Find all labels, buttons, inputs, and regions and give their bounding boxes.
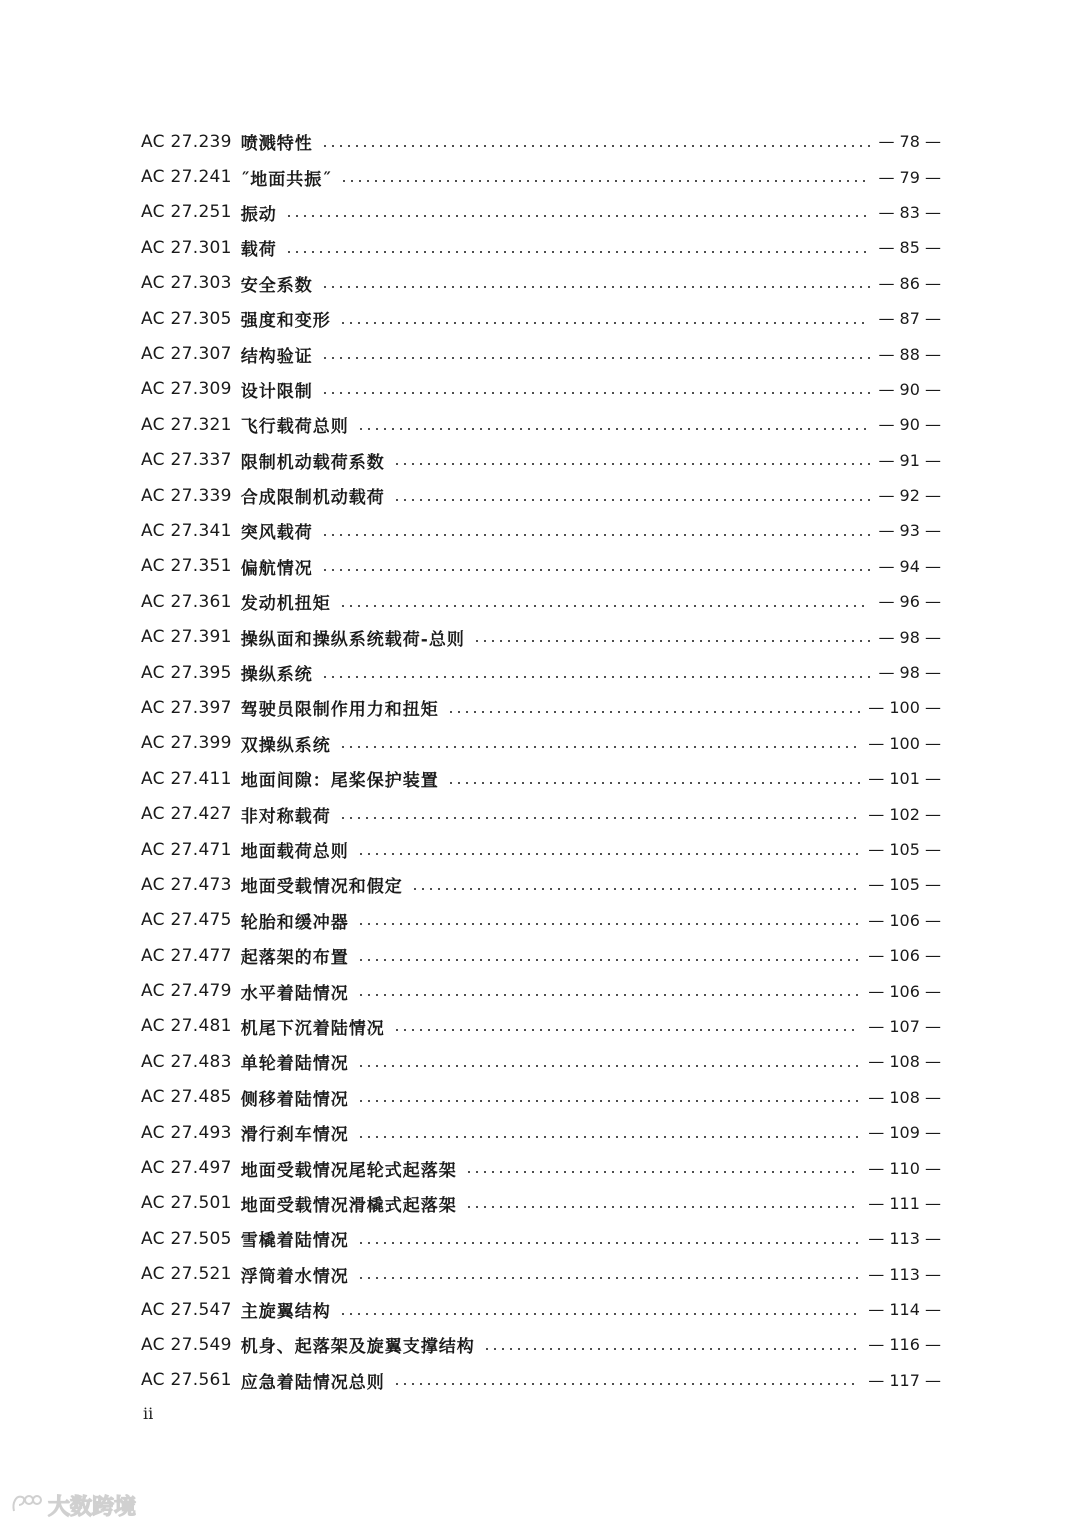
watermark-text: 大数跨境 [48, 1495, 137, 1520]
toc-entry-page: — 117 — [868, 1370, 941, 1390]
toc-entry-code: AC 27.321 [141, 414, 232, 435]
toc-entry-code: AC 27.399 [141, 733, 232, 754]
toc-entry-title: 限制机动载荷系数 [240, 452, 385, 473]
toc-entry[interactable] [141, 513, 941, 548]
toc-entry[interactable] [141, 478, 941, 513]
dot-leader [340, 180, 871, 182]
toc-entry-title: 强度和变形 [240, 311, 331, 332]
toc-entry[interactable] [141, 973, 941, 1008]
toc-entry-title: 载荷 [240, 240, 277, 261]
toc-entry-code: AC 27.303 [141, 273, 232, 294]
toc-entry-title: 安全系数 [240, 275, 313, 296]
toc-entry-code: AC 27.239 [141, 131, 232, 152]
dot-leader [321, 286, 871, 288]
toc-entry-code: AC 27.493 [141, 1122, 232, 1143]
toc-entry-title: 设计限制 [240, 381, 313, 402]
toc-entry-page: — 106 — [868, 910, 941, 930]
toc-entry-page: — 88 — [878, 344, 941, 364]
toc-entry[interactable] [141, 726, 941, 761]
toc-entry[interactable] [141, 1257, 941, 1292]
toc-entry[interactable] [141, 1080, 941, 1115]
dot-leader [357, 1242, 860, 1244]
dot-leader [357, 994, 860, 996]
toc-entry-code: AC 27.471 [141, 839, 232, 860]
brand-logo-icon [10, 1491, 44, 1521]
dot-leader [321, 534, 871, 536]
toc-entry-title: 结构验证 [240, 346, 313, 367]
toc-entry-title: 喷溅特性 [240, 134, 313, 155]
toc-entry-page: — 114 — [868, 1300, 941, 1320]
toc-entry-code: AC 27.251 [141, 202, 232, 223]
toc-entry-page: — 92 — [878, 486, 941, 506]
toc-entry[interactable] [141, 796, 941, 831]
toc-entry-page: — 110 — [868, 1158, 941, 1178]
toc-entry-page: — 107 — [868, 1016, 941, 1036]
toc-entry-title: 轮胎和缓冲器 [240, 912, 349, 933]
dot-leader [357, 959, 860, 961]
toc-entry-page: — 109 — [868, 1123, 941, 1143]
toc-entry-title: 主旋翼结构 [240, 1302, 331, 1323]
dot-leader [465, 1171, 860, 1173]
toc-entry-code: AC 27.477 [141, 945, 232, 966]
dot-leader [285, 251, 871, 253]
toc-entry-page: — 79 — [878, 167, 941, 187]
toc-entry-title: 地面受载情况尾轮式起落架 [240, 1160, 457, 1181]
toc-entry-page: — 90 — [878, 415, 941, 435]
toc-entry-title: 雪橇着陆情况 [240, 1231, 349, 1252]
toc-entry-title: 滑行刹车情况 [240, 1125, 349, 1146]
toc-entry-title: 飞行载荷总则 [240, 417, 349, 438]
dot-leader [339, 605, 871, 607]
dot-leader [339, 746, 860, 748]
dot-leader [393, 1029, 860, 1031]
toc-entry-code: AC 27.547 [141, 1299, 232, 1320]
toc-entry-page: — 93 — [878, 521, 941, 541]
toc-entry-title: 单轮着陆情况 [240, 1054, 349, 1075]
dot-leader [473, 640, 871, 642]
toc-entry-code: AC 27.549 [141, 1334, 232, 1355]
toc-entry-page: — 78 — [878, 132, 941, 152]
dot-leader [321, 569, 871, 571]
toc-entry-title: 应急着陆情况总则 [240, 1372, 385, 1393]
toc-entry-code: AC 27.391 [141, 627, 232, 648]
toc-entry-title: 机尾下沉着陆情况 [240, 1018, 385, 1039]
toc-entry-title: 非对称载荷 [240, 806, 331, 827]
toc-entry-code: AC 27.341 [141, 520, 232, 541]
toc-entry-title: 偏航情况 [240, 558, 313, 579]
dot-leader [483, 1348, 860, 1350]
toc-entry[interactable] [141, 1044, 941, 1079]
toc-entry-code: AC 27.561 [141, 1370, 232, 1391]
toc-entry-page: — 98 — [878, 627, 941, 647]
toc-entry-code: AC 27.397 [141, 697, 232, 718]
dot-leader [447, 782, 860, 784]
toc-entry-code: AC 27.479 [141, 981, 232, 1002]
page-number: ii [143, 1404, 154, 1423]
toc-entry[interactable] [141, 443, 941, 478]
toc-entry-page: — 90 — [878, 379, 941, 399]
toc-entry-title: 侧移着陆情况 [240, 1089, 349, 1110]
toc-entry-page: — 105 — [868, 875, 941, 895]
toc-entry[interactable] [141, 1150, 941, 1185]
toc-entry-code: AC 27.305 [141, 308, 232, 329]
table-of-contents [141, 124, 941, 1398]
toc-entry-code: AC 27.411 [141, 768, 232, 789]
watermark [10, 1490, 136, 1521]
dot-leader [465, 1206, 860, 1208]
toc-entry-code: AC 27.485 [141, 1087, 232, 1108]
toc-entry[interactable] [141, 1363, 941, 1398]
dot-leader [447, 711, 860, 713]
dot-leader [357, 1136, 860, 1138]
toc-entry[interactable] [141, 124, 941, 159]
toc-entry[interactable] [141, 832, 941, 867]
toc-entry-title: 水平着陆情况 [240, 983, 349, 1004]
dot-leader [339, 1313, 860, 1315]
toc-entry-code: AC 27.309 [141, 379, 232, 400]
toc-entry-code: AC 27.241 [141, 167, 232, 188]
toc-entry-page: — 105 — [868, 840, 941, 859]
toc-entry[interactable] [141, 372, 941, 407]
toc-entry-title: 地面受载情况和假定 [240, 877, 403, 898]
toc-entry[interactable] [141, 407, 941, 442]
dot-leader [357, 853, 860, 855]
toc-entry[interactable] [141, 903, 941, 938]
toc-entry-page: — 86 — [878, 273, 941, 293]
toc-entry[interactable] [141, 867, 941, 902]
dot-leader [393, 1383, 860, 1385]
toc-entry[interactable] [141, 159, 941, 194]
toc-entry[interactable] [141, 690, 941, 725]
toc-entry-page: — 116 — [868, 1335, 941, 1355]
toc-entry-page: — 102 — [868, 804, 941, 824]
toc-entry[interactable] [141, 1115, 941, 1150]
dot-leader [357, 923, 860, 925]
dot-leader [357, 1277, 860, 1279]
toc-entry-page: — 100 — [868, 698, 941, 718]
dot-leader [321, 357, 871, 359]
toc-entry[interactable] [141, 761, 941, 796]
dot-leader [321, 392, 871, 394]
dot-leader [393, 463, 871, 465]
toc-entry-page: — 83 — [878, 202, 941, 222]
toc-entry-code: AC 27.351 [141, 556, 232, 577]
toc-entry-title: ˝地面共振˝ [240, 169, 332, 190]
dot-leader [321, 676, 871, 678]
dot-leader [321, 145, 871, 147]
toc-entry-title: 地面受载情况滑橇式起落架 [240, 1195, 457, 1216]
toc-entry[interactable] [141, 619, 941, 654]
toc-entry-code: AC 27.521 [141, 1264, 232, 1285]
toc-entry-code: AC 27.497 [141, 1158, 232, 1179]
toc-entry[interactable] [141, 655, 941, 690]
toc-entry[interactable] [141, 1327, 941, 1362]
toc-entry-page: — 108 — [868, 1087, 941, 1107]
toc-entry[interactable] [141, 1186, 941, 1221]
dot-leader [357, 1100, 860, 1102]
toc-entry-title: 合成限制机动载荷 [240, 488, 385, 509]
dot-leader [393, 499, 871, 501]
toc-entry-code: AC 27.501 [141, 1193, 232, 1214]
toc-entry-code: AC 27.337 [141, 450, 232, 471]
toc-entry-title: 双操纵系统 [240, 735, 331, 756]
toc-entry-page: — 111 — [868, 1193, 941, 1213]
toc-entry-title: 浮筒着水情况 [240, 1266, 349, 1287]
toc-entry-page: — 113 — [868, 1264, 941, 1284]
toc-entry-code: AC 27.473 [141, 874, 232, 895]
toc-entry-page: — 91 — [878, 450, 941, 470]
toc-entry-page: — 87 — [878, 309, 941, 329]
toc-entry-code: AC 27.483 [141, 1051, 232, 1072]
toc-entry[interactable] [141, 584, 941, 619]
toc-entry-title: 地面间隙：尾桨保护装置 [240, 771, 439, 792]
toc-entry-title: 起落架的布置 [240, 948, 349, 969]
toc-entry-title: 机身、起落架及旋翼支撑结构 [240, 1337, 475, 1358]
toc-entry-page: — 106 — [868, 981, 941, 1001]
toc-entry-title: 振动 [240, 204, 277, 225]
toc-entry-code: AC 27.475 [141, 910, 232, 931]
toc-entry-title: 驾驶员限制作用力和扭矩 [240, 700, 439, 721]
toc-entry-code: AC 27.339 [141, 485, 232, 506]
dot-leader [339, 817, 860, 819]
toc-entry-title: 突风载荷 [240, 523, 313, 544]
toc-entry-page: — 101 — [868, 769, 941, 789]
toc-entry-title: 操纵系统 [240, 665, 313, 686]
toc-entry-title: 地面载荷总则 [240, 842, 349, 862]
toc-entry-code: AC 27.301 [141, 237, 232, 258]
toc-entry-code: AC 27.307 [141, 344, 232, 365]
toc-entry-page: — 96 — [878, 592, 941, 612]
toc-entry-title: 操纵面和操纵系统载荷-总则 [240, 629, 465, 650]
toc-entry-title: 发动机扭矩 [240, 594, 331, 615]
toc-entry[interactable] [141, 938, 941, 973]
toc-entry-page: — 98 — [878, 663, 941, 683]
toc-entry-code: AC 27.505 [141, 1228, 232, 1249]
dot-leader [357, 1065, 860, 1067]
toc-entry[interactable] [141, 1009, 941, 1044]
dot-leader [285, 215, 871, 217]
dot-leader [411, 888, 860, 890]
toc-entry[interactable] [141, 549, 941, 584]
toc-entry[interactable] [141, 266, 941, 301]
toc-entry-page: — 100 — [868, 733, 941, 753]
toc-entry-page: — 94 — [878, 556, 941, 576]
toc-entry[interactable] [141, 301, 941, 336]
toc-entry[interactable] [141, 1292, 941, 1327]
toc-entry-page: — 106 — [868, 946, 941, 966]
toc-entry[interactable] [141, 195, 941, 230]
toc-entry-page: — 85 — [878, 238, 941, 258]
toc-entry[interactable] [141, 230, 941, 265]
dot-leader [357, 428, 871, 430]
toc-entry-code: AC 27.395 [141, 662, 232, 683]
toc-entry-code: AC 27.481 [141, 1016, 232, 1037]
toc-entry-page: — 113 — [868, 1229, 941, 1249]
dot-leader [339, 322, 871, 324]
toc-entry-page: — 108 — [868, 1052, 941, 1072]
toc-entry[interactable] [141, 1221, 941, 1256]
toc-entry-code: AC 27.361 [141, 591, 232, 612]
toc-entry-code: AC 27.427 [141, 804, 232, 825]
toc-entry[interactable] [141, 336, 941, 371]
